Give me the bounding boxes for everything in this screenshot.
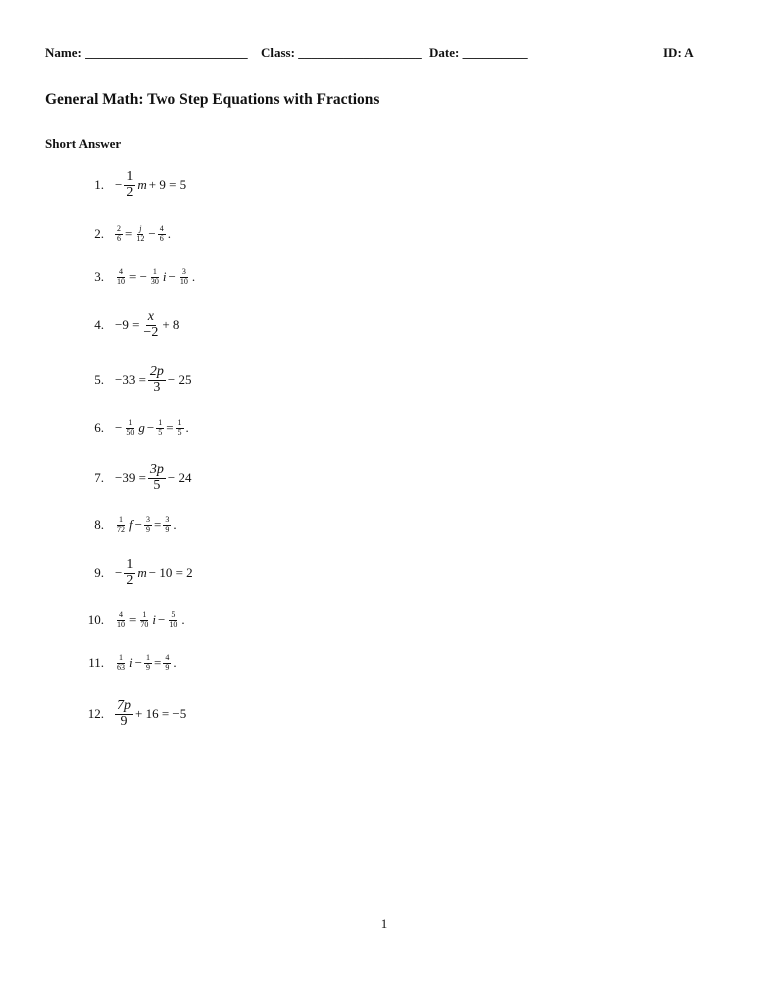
problem-item <box>76 694 187 734</box>
fraction-denominator: 10 <box>117 276 125 286</box>
fraction-numerator: 1 <box>142 610 147 620</box>
fraction-numerator: 4 <box>159 224 164 234</box>
fraction-numerator: 3 <box>181 267 186 277</box>
equation-term: −9 = <box>115 317 140 332</box>
fraction-denominator: 63 <box>117 662 125 672</box>
equation-term: − 10 = 2 <box>148 565 193 580</box>
equation-term: . <box>173 655 177 670</box>
fraction-denominator: 10 <box>117 619 125 629</box>
problem-item <box>76 305 180 345</box>
equation-term: − <box>168 269 176 284</box>
fraction <box>115 516 127 534</box>
fraction-numerator: 1 <box>126 556 134 572</box>
fraction-denominator: 6 <box>117 233 121 243</box>
problem-number: 6. <box>94 420 104 435</box>
fraction-denominator: 5 <box>158 427 163 437</box>
fraction-numerator: 1 <box>177 418 182 428</box>
problem-equation <box>114 365 193 395</box>
equation-term: − 25 <box>167 372 192 387</box>
equation-term: g <box>138 420 145 435</box>
fraction-numerator: 1 <box>145 653 150 663</box>
equation-term: . <box>185 420 189 435</box>
equation-term: . <box>167 226 171 241</box>
fraction-denominator: 3 <box>153 379 161 395</box>
name-field-label: Name: _________________________ <box>45 45 248 60</box>
equation-term: . <box>181 612 185 627</box>
fraction-numerator: 4 <box>119 610 123 620</box>
equation-term: . <box>191 269 196 284</box>
equation-term: − <box>146 420 155 435</box>
fraction <box>158 225 166 243</box>
fraction <box>138 611 150 629</box>
equation-term: − <box>157 612 166 627</box>
section-title: Short Answer <box>45 136 122 151</box>
equation-term: = <box>125 226 133 241</box>
equation-term: = <box>153 517 162 532</box>
fraction-numerator: 3p <box>149 461 164 477</box>
problem-number: 11. <box>88 655 104 670</box>
fraction <box>115 268 127 286</box>
problem-item <box>76 643 178 683</box>
fraction-denominator: 30 <box>150 276 159 286</box>
fraction <box>115 654 127 672</box>
equation-term: − <box>115 177 123 192</box>
fraction <box>124 558 135 588</box>
fraction-denominator: 9 <box>165 524 170 534</box>
fraction-denominator: 2 <box>126 572 134 588</box>
problem-equation <box>114 654 178 672</box>
problem-number: 2. <box>94 226 104 241</box>
equation-term: = <box>129 612 137 627</box>
fraction <box>163 654 171 672</box>
fraction <box>115 225 123 243</box>
equation-term: + 16 = −5 <box>135 706 187 721</box>
page-number: 1 <box>380 916 388 931</box>
problem-number: 7. <box>94 470 104 485</box>
fraction-numerator: 1 <box>152 267 157 277</box>
problem-item <box>76 214 172 254</box>
fraction-denominator: 9 <box>165 662 170 672</box>
fraction-denominator: 70 <box>140 619 149 629</box>
fraction-numerator: 1 <box>119 653 123 663</box>
fraction-numerator: 4 <box>165 653 170 663</box>
problem-number: 12. <box>87 706 104 721</box>
fraction-denominator: −2 <box>143 324 159 340</box>
fraction-denominator: 50 <box>126 427 135 437</box>
fraction <box>124 419 136 437</box>
equation-term: = <box>166 420 174 435</box>
fraction-numerator: 5 <box>171 610 176 620</box>
equation-term: −39 = <box>115 470 146 485</box>
fraction-numerator: 3 <box>145 515 150 525</box>
fraction <box>148 463 166 493</box>
fraction-numerator: 4 <box>119 267 123 277</box>
fraction <box>178 268 190 286</box>
fraction-denominator: 5 <box>177 427 182 437</box>
fraction-numerator: 1 <box>128 418 133 428</box>
fraction-denominator: 2 <box>126 184 134 200</box>
equation-term: − <box>134 517 142 532</box>
equation-term: i <box>152 612 156 627</box>
problem-item <box>76 165 187 205</box>
equation-term: − <box>134 655 142 670</box>
equation-term: m <box>137 565 147 580</box>
problem-equation <box>114 268 196 286</box>
fraction-numerator: 1 <box>126 168 134 184</box>
problem-item <box>76 360 193 400</box>
fraction <box>156 419 164 437</box>
problem-item <box>76 600 186 640</box>
problem-equation <box>114 463 193 493</box>
fraction <box>163 516 171 534</box>
problem-item <box>76 257 196 297</box>
fraction <box>124 170 135 200</box>
equation-term: + 9 = 5 <box>148 177 187 192</box>
problem-equation <box>114 170 187 200</box>
problem-equation <box>114 558 194 588</box>
fraction <box>148 365 166 395</box>
fraction <box>115 699 133 729</box>
fraction <box>167 611 179 629</box>
problem-item <box>76 553 194 593</box>
date-field-label: Date: __________ <box>429 45 528 60</box>
equation-term: − <box>148 226 156 241</box>
equation-term: f <box>129 517 133 532</box>
fraction-denominator: 9 <box>145 662 150 672</box>
problem-number: 5. <box>94 372 104 387</box>
problem-item <box>76 458 193 498</box>
fraction <box>176 419 184 437</box>
problem-number: 9. <box>94 565 104 580</box>
problem-equation <box>114 699 187 729</box>
equation-term: − <box>115 420 123 435</box>
fraction-numerator: 1 <box>119 515 123 525</box>
fraction-numerator: 7p <box>117 697 131 713</box>
fraction <box>141 310 160 340</box>
equation-term: i <box>129 655 133 670</box>
fraction-numerator: j <box>139 224 142 234</box>
problem-number: 3. <box>94 269 104 284</box>
equation-term: m <box>137 177 147 192</box>
equation-term: −33 = <box>115 372 146 387</box>
fraction-denominator: 72 <box>117 524 125 534</box>
problem-number: 1. <box>94 177 104 192</box>
problem-number: 10. <box>87 612 104 627</box>
id-label: ID: A <box>663 45 694 60</box>
problem-equation <box>114 516 178 534</box>
fraction <box>149 268 161 286</box>
equation-term: i <box>162 269 167 284</box>
class-field-label: Class: ___________________ <box>261 45 422 60</box>
fraction-numerator: 3 <box>165 515 170 525</box>
fraction-denominator: 9 <box>120 713 128 729</box>
problem-item <box>76 505 178 545</box>
fraction <box>144 654 152 672</box>
problem-equation <box>114 611 186 629</box>
equation-term: + 8 <box>162 317 180 332</box>
fraction <box>115 611 127 629</box>
fraction-denominator: 10 <box>179 276 188 286</box>
equation-term: = − <box>129 269 147 284</box>
fraction-numerator: x <box>147 308 154 324</box>
fraction-numerator: 1 <box>158 418 163 428</box>
fraction <box>144 516 152 534</box>
fraction <box>134 225 146 243</box>
fraction-numerator: 2 <box>117 224 121 234</box>
fraction-denominator: 9 <box>145 524 150 534</box>
equation-term: . <box>173 517 177 532</box>
problem-equation <box>114 419 190 437</box>
fraction-denominator: 12 <box>136 233 145 243</box>
problem-number: 8. <box>94 517 104 532</box>
problem-equation <box>114 225 172 243</box>
problem-number: 4. <box>94 317 104 332</box>
worksheet-header <box>45 45 705 65</box>
problem-item <box>76 408 190 448</box>
problem-equation <box>114 310 180 340</box>
equation-term: − 24 <box>167 470 192 485</box>
fraction-numerator: 2p <box>149 363 164 379</box>
fraction-denominator: 10 <box>169 619 178 629</box>
equation-term: = <box>153 655 162 670</box>
fraction-denominator: 6 <box>159 233 164 243</box>
worksheet-title: General Math: Two Step Equations with Fractions <box>45 91 380 108</box>
equation-term: − <box>115 565 123 580</box>
fraction-denominator: 5 <box>153 477 161 493</box>
